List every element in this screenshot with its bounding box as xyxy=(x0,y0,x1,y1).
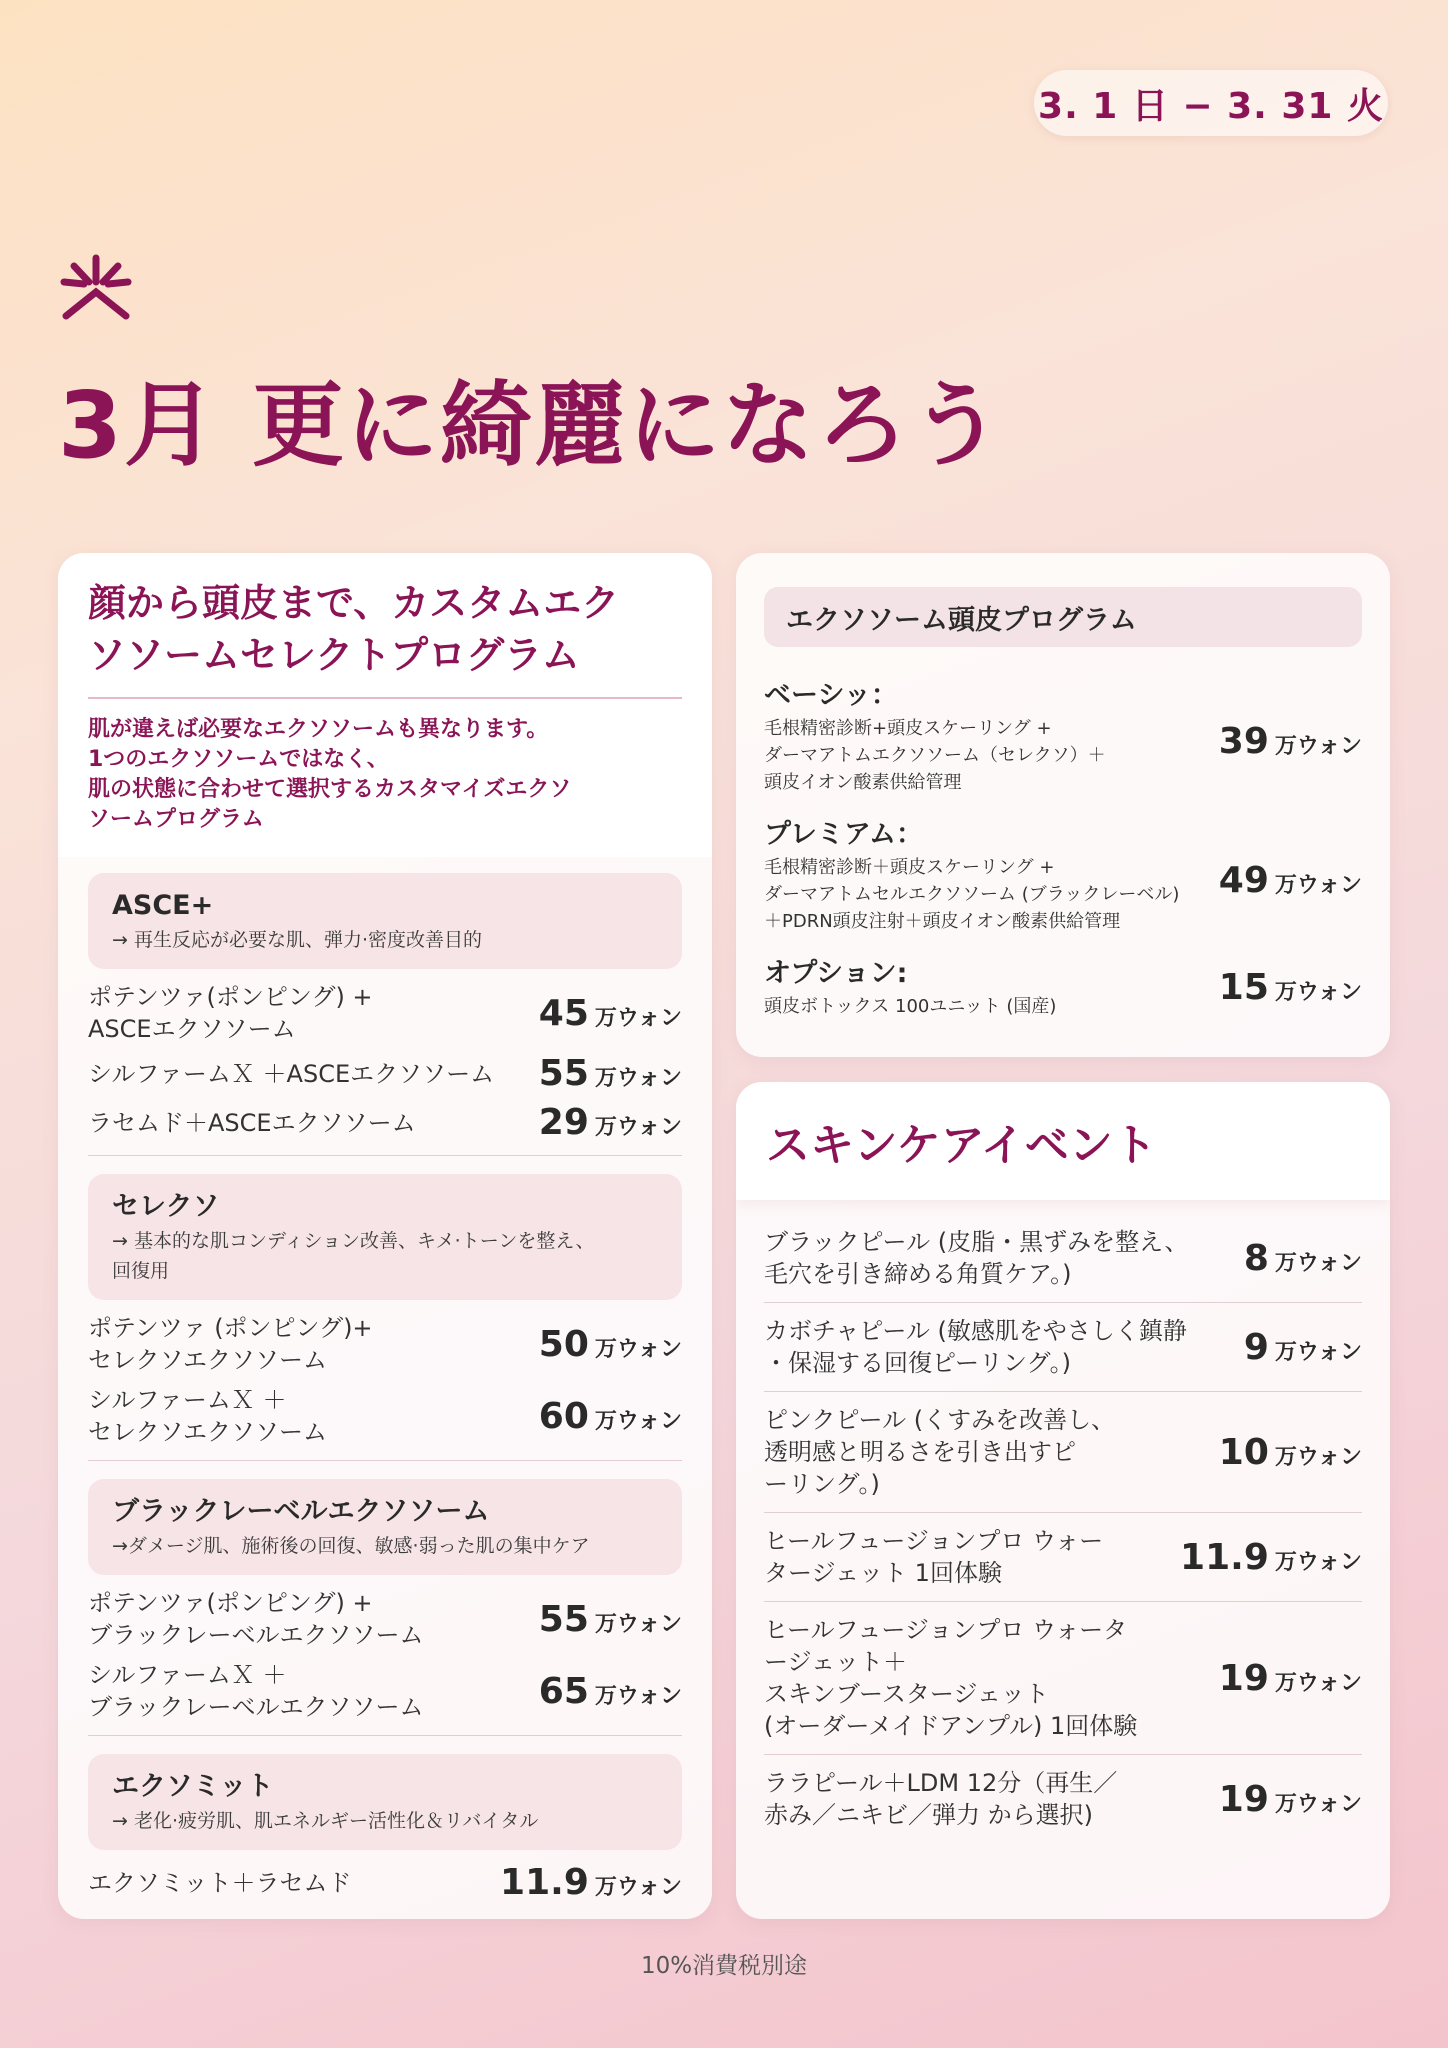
list-item xyxy=(764,1755,1362,1843)
item-price: 11.9 万ウォン xyxy=(1180,1536,1362,1578)
price-row xyxy=(88,1049,682,1098)
plan-desc: 毛根精密診断+頭皮スケーリング + ダーマアトムエクソソーム（セレクソ）＋ 頭皮イオン酸素供給管理 xyxy=(764,718,1106,793)
asterisk-logo-icon xyxy=(56,252,136,332)
tax-note: 10%消費税別途 xyxy=(640,1953,808,1979)
page-title: 3月 更に綺麗になろう xyxy=(58,372,1005,479)
scalp-plan-basic xyxy=(764,677,1362,796)
category-asce xyxy=(88,873,682,969)
plan-price: 49 万ウォン xyxy=(1218,860,1362,901)
exosome-select-program-card xyxy=(58,553,712,1919)
list-item xyxy=(764,1602,1362,1755)
list-item xyxy=(764,1303,1362,1392)
category-name: エクソミット xyxy=(112,1771,274,1802)
price-row xyxy=(88,1858,682,1907)
category-desc: → 老化·疲労肌、肌エネルギー活性化＆リバイタル xyxy=(112,1810,539,1832)
item-label: カボチャピール (敏感肌をやさしく鎮静 ・保湿する回復ピーリング。) xyxy=(764,1317,1187,1377)
skincare-heading: スキンケアイベント xyxy=(736,1082,1390,1200)
list-item xyxy=(764,1214,1362,1303)
price-row xyxy=(88,1098,682,1147)
price-row xyxy=(88,1380,682,1452)
item-price: 19 万ウォン xyxy=(1218,1778,1362,1820)
item-price: 29 万ウォン xyxy=(538,1102,682,1143)
item-label: ポテンツァ(ポンピング) + ブラックレーベルエクソソーム xyxy=(88,1589,424,1649)
item-price: 55 万ウォン xyxy=(538,1053,682,1094)
category-name: ASCE+ xyxy=(112,890,214,921)
item-label: ポテンツァ(ポンピング) + ASCEエクソソーム xyxy=(88,983,373,1043)
program-heading: 顔から頭皮まで、カスタムエク ソソームセレクトプログラム xyxy=(88,581,620,677)
category-desc: →ダメージ肌、施術後の回復、敏感·弱った肌の集中ケア xyxy=(112,1535,590,1557)
plan-title: ベーシッ： xyxy=(764,680,898,711)
category-selexo xyxy=(88,1174,682,1300)
item-label: ラセムド＋ASCEエクソソーム xyxy=(88,1108,416,1137)
item-label: ヒールフュージョンプロ ウォー タージェット 1回体験 xyxy=(764,1527,1104,1587)
date-range-badge: 3. 1 日 − 3. 31 火 xyxy=(1034,70,1388,136)
item-price: 45 万ウォン xyxy=(538,992,682,1034)
plan-desc: 毛根精密診断＋頭皮スケーリング + ダーマアトムセルエクソソーム (ブラックレーベル) ＋PDRN頭皮注射＋頭皮イオン酸素供給管理 xyxy=(764,857,1180,932)
price-row xyxy=(88,977,682,1049)
category-name: セレクソ xyxy=(112,1191,220,1222)
category-name: ブラックレーベルエクソソーム xyxy=(112,1496,490,1527)
program-intro: 肌が違えば必要なエクソソームも異なります。 1つのエクソソームではなく、 肌の状態に合わせて選択するカスタマイズエクソ ソームプログラム xyxy=(88,717,572,832)
plan-price: 15 万ウォン xyxy=(1218,967,1362,1008)
item-price: 10 万ウォン xyxy=(1218,1431,1362,1473)
item-price: 9 万ウォン xyxy=(1243,1326,1362,1368)
divider xyxy=(88,1460,682,1461)
item-label: ヒールフュージョンプロ ウォータ ージェット＋ スキンブースタージェット (オーダーメイドアンプル) 1回体験 xyxy=(764,1616,1138,1740)
item-label: シルファームＸ ＋ASCEエクソソーム xyxy=(88,1059,495,1088)
price-row xyxy=(88,1308,682,1380)
plan-title: プレミアム： xyxy=(764,819,924,850)
item-price: 65 万ウォン xyxy=(538,1670,682,1712)
category-exomit xyxy=(88,1754,682,1850)
price-row xyxy=(88,1655,682,1727)
plan-price: 39 万ウォン xyxy=(1218,721,1362,762)
item-price: 8 万ウォン xyxy=(1243,1237,1362,1279)
item-label: ブラックピール (皮脂・黒ずみを整え、 毛穴を引き締める角質ケア。) xyxy=(764,1228,1189,1288)
price-row xyxy=(88,1583,682,1655)
plan-title: オプション: xyxy=(764,958,908,989)
scalp-plan-option xyxy=(764,955,1362,1020)
item-label: ピンクピール (くすみを改善し、 透明感と明るさを引き出すピ ーリング。) xyxy=(764,1406,1116,1498)
item-price: 19 万ウォン xyxy=(1218,1657,1362,1699)
scalp-plan-premium xyxy=(764,816,1362,935)
program-header xyxy=(58,553,712,857)
item-price: 60 万ウォン xyxy=(538,1395,682,1437)
scalp-program-heading: エクソソーム頭皮プログラム xyxy=(764,587,1362,647)
category-desc: → 基本的な肌コンディション改善、キメ·トーンを整え、 回復用 xyxy=(112,1230,595,1282)
item-price: 11.9 万ウォン xyxy=(500,1862,682,1903)
item-label: ポテンツァ (ポンピング)+ セレクソエクソソーム xyxy=(88,1314,373,1374)
item-label: シルファームＸ ＋ セレクソエクソソーム xyxy=(88,1386,328,1446)
skincare-event-card xyxy=(736,1082,1390,1919)
category-desc: → 再生反応が必要な肌、弾力·密度改善目的 xyxy=(112,929,483,951)
divider xyxy=(88,1155,682,1156)
list-item xyxy=(764,1392,1362,1513)
item-label: ララピール＋LDM 12分（再生／ 赤み／ニキビ／弾力 から選択) xyxy=(764,1769,1118,1829)
divider xyxy=(88,697,682,699)
item-price: 50 万ウォン xyxy=(538,1323,682,1365)
category-black-label xyxy=(88,1479,682,1575)
item-label: シルファームＸ ＋ ブラックレーベルエクソソーム xyxy=(88,1661,424,1721)
scalp-program-card xyxy=(736,553,1390,1057)
item-label: エクソミット＋ラセムド xyxy=(88,1868,352,1897)
list-item xyxy=(764,1513,1362,1602)
item-price: 55 万ウォン xyxy=(538,1598,682,1640)
plan-desc: 頭皮ボトックス 100ユニット (国産) xyxy=(764,996,1057,1017)
divider xyxy=(88,1735,682,1736)
